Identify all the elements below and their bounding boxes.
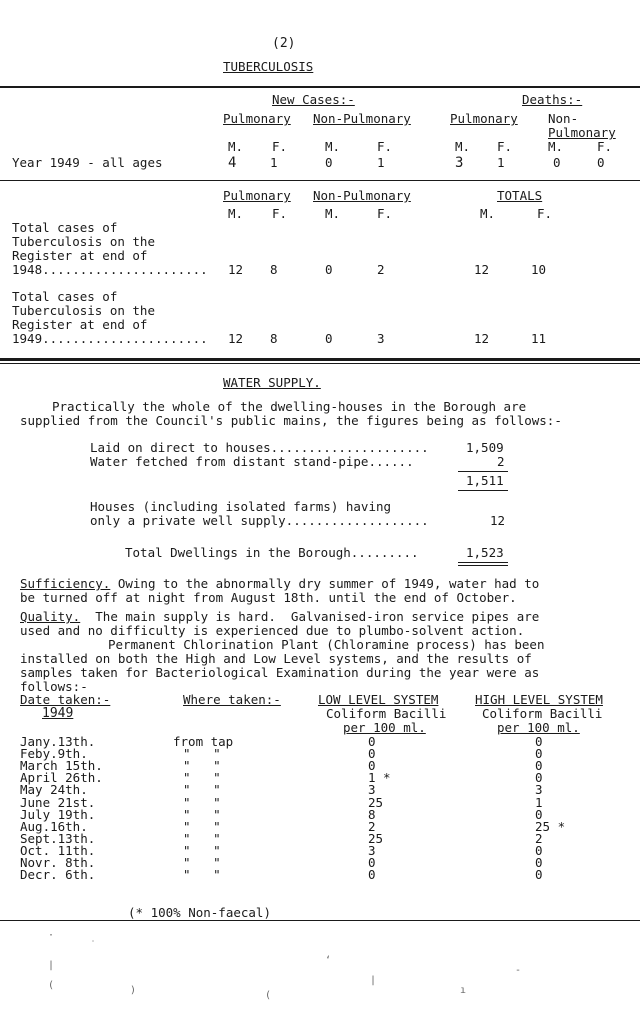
sample-date: June 21st.	[20, 795, 96, 810]
sample-where: " "	[183, 855, 221, 870]
houses-value: 12	[490, 513, 506, 528]
sample-where: " "	[183, 782, 221, 797]
sample-high-value: 1	[535, 795, 543, 810]
scan-mark: )	[130, 985, 137, 996]
subtotal-rule-bottom	[458, 490, 508, 491]
reg1948-line1: Total cases of	[12, 220, 118, 235]
nc-nf-value: 1	[377, 155, 385, 170]
reg-pf-head: F.	[272, 206, 288, 221]
sample-high-value: 0	[535, 734, 543, 749]
subtotal-value: 1,511	[466, 473, 504, 488]
year-row-label: Year 1949 - all ages	[12, 155, 163, 170]
d-pm-head: M.	[455, 139, 471, 154]
sample-high-value: 3	[535, 782, 543, 797]
reg1948-pf: 8	[270, 262, 278, 277]
sample-date: Oct. 11th.	[20, 843, 96, 858]
sample-high-value: 0	[535, 855, 543, 870]
sample-low-value: 0	[368, 855, 376, 870]
sample-where: " "	[183, 867, 221, 882]
reg1949-nm: 0	[325, 331, 333, 346]
d-pulmonary-heading: Pulmonary	[450, 111, 518, 126]
reg1949-pf: 8	[270, 331, 278, 346]
quality-line2: used and no difficulty is experienced due to plumbo-solvent action.	[20, 623, 525, 638]
reg1948-line2: Tuberculosis on the	[12, 234, 155, 249]
sample-high-value: 0	[535, 770, 543, 785]
chlorination-line3: samples taken for Bacteriological Examination during the year were as	[20, 665, 540, 680]
reg1949-nf: 3	[377, 331, 385, 346]
sample-where: " "	[183, 819, 221, 834]
chlorination-line2: installed on both the High and Low Level systems, and the results of	[20, 651, 532, 666]
scan-mark: ‘	[325, 955, 332, 966]
sample-low-value: 1 *	[368, 770, 391, 785]
scan-mark: |	[48, 960, 55, 971]
nc-pm-value: 4	[228, 155, 237, 171]
sample-low-value: 0	[368, 867, 376, 882]
sample-date: July 19th.	[20, 807, 96, 822]
high-coliform-heading: Coliform Bacilli	[482, 706, 603, 721]
nc-nm-value: 0	[325, 155, 333, 170]
houses-line2: only a private well supply...................	[90, 513, 429, 528]
sample-high-value: 2	[535, 831, 543, 846]
reg1948-nm: 0	[325, 262, 333, 277]
houses-line1: Houses (including isolated farms) having	[90, 499, 392, 514]
scan-mark: (	[48, 980, 55, 991]
section-title-water-supply: WATER SUPPLY.	[223, 375, 321, 390]
sample-low-value: 3	[368, 782, 376, 797]
nc-pf-head: F.	[272, 139, 288, 154]
reg-pm-head: M.	[228, 206, 244, 221]
d-nf-head: F.	[597, 139, 613, 154]
section-title-tuberculosis: TUBERCULOSIS	[223, 59, 314, 74]
sample-date: May 24th.	[20, 782, 88, 797]
footer-rule	[0, 920, 640, 921]
sample-high-value: 0	[535, 746, 543, 761]
total-dwellings-value: 1,523	[466, 545, 504, 560]
d-nm-head: M.	[548, 139, 564, 154]
sample-date: Aug.16th.	[20, 819, 88, 834]
chlorination-line1: Permanent Chlorination Plant (Chloramine process) has been	[108, 637, 545, 652]
sample-date: Decr. 6th.	[20, 867, 96, 882]
sample-date: Sept.13th.	[20, 831, 96, 846]
sample-date: March 15th.	[20, 758, 103, 773]
sample-date: Feby.9th.	[20, 746, 88, 761]
sample-low-value: 25	[368, 795, 384, 810]
high-per-heading: per 100 ml.	[497, 720, 580, 735]
sample-high-value: 25 *	[535, 819, 566, 834]
date-taken-heading: Date taken:-	[20, 692, 111, 707]
subtotal-rule	[458, 471, 508, 472]
scan-mark: |	[370, 975, 377, 986]
sample-low-value: 0	[368, 758, 376, 773]
nc-pm-head: M.	[228, 139, 244, 154]
d-pf-head: F.	[497, 139, 513, 154]
sample-date: Jany.13th.	[20, 734, 96, 749]
sufficiency-line2: be turned off at night from August 18th. until the end of October.	[20, 590, 517, 605]
d-pf-value: 1	[497, 155, 505, 170]
laid-on-label: Laid on direct to houses.....................	[90, 440, 429, 455]
reg-non-pulmonary-heading: Non-Pulmonary	[313, 188, 411, 203]
sample-where: " "	[183, 831, 221, 846]
reg1948-tm: 12	[474, 262, 490, 277]
deaths-heading: Deaths:-	[522, 92, 583, 107]
sample-where: " "	[183, 795, 221, 810]
sample-high-value: 0	[535, 758, 543, 773]
scan-mark: ı	[460, 985, 467, 996]
chlorination-line4: follows:-	[20, 679, 88, 694]
fetched-label: Water fetched from distant stand-pipe......	[90, 454, 414, 469]
footnote: (* 100% Non-faecal)	[128, 905, 271, 920]
high-level-heading: HIGH LEVEL SYSTEM	[475, 692, 603, 707]
sample-where: " "	[183, 746, 221, 761]
quality-text1: The main supply is hard. Galvanised-iron service pipes are	[80, 609, 540, 624]
sample-low-value: 0	[368, 746, 376, 761]
reg1948-pm: 12	[228, 262, 244, 277]
d-pulmonary2-label: Pulmonary	[548, 125, 616, 140]
sample-high-value: 0	[535, 807, 543, 822]
nc-nf-head: F.	[377, 139, 393, 154]
reg-tm-head: M.	[480, 206, 496, 221]
reg-nf-head: F.	[377, 206, 393, 221]
sample-where: " "	[183, 807, 221, 822]
total-rule-2	[458, 565, 508, 566]
scan-mark: ˙	[90, 940, 97, 951]
total-dwellings-label: Total Dwellings in the Borough.........	[125, 545, 419, 560]
d-pm-value: 3	[455, 155, 464, 171]
sample-high-value: 0	[535, 867, 543, 882]
quality-line1	[20, 610, 539, 624]
nc-non-pulmonary-heading: Non-Pulmonary	[313, 111, 411, 126]
year-1949-heading: 1949	[42, 706, 74, 721]
reg1949-line1: Total cases of	[12, 289, 118, 304]
reg-nm-head: M.	[325, 206, 341, 221]
sample-date: April 26th.	[20, 770, 103, 785]
reg-totals-heading: TOTALS	[497, 188, 543, 203]
water-intro-line1: Practically the whole of the dwelling-houses in the Borough are	[52, 399, 527, 414]
reg1949-line4: 1949......................	[12, 331, 208, 346]
new-cases-heading: New Cases:-	[272, 92, 355, 107]
sample-where: from tap	[173, 734, 234, 749]
low-coliform-heading: Coliform Bacilli	[326, 706, 447, 721]
reg1948-nf: 2	[377, 262, 385, 277]
sample-date: Novr. 8th.	[20, 855, 96, 870]
reg1948-line3: Register at end of	[12, 248, 148, 263]
reg1949-line2: Tuberculosis on the	[12, 303, 155, 318]
reg-tf-head: F.	[537, 206, 553, 221]
top-rule	[0, 86, 640, 88]
sample-where: " "	[183, 843, 221, 858]
d-nm-value: 0	[553, 155, 561, 170]
sufficiency-text1: Owing to the abnormally dry summer of 1949, water had to	[110, 576, 540, 591]
scan-mark: (	[265, 990, 272, 1001]
total-rule-1	[458, 562, 508, 563]
reg1948-tf: 10	[531, 262, 547, 277]
low-level-heading: LOW LEVEL SYSTEM	[318, 692, 439, 707]
sample-low-value: 0	[368, 734, 376, 749]
reg1948-line4: 1948......................	[12, 262, 208, 277]
reg1949-tm: 12	[474, 331, 490, 346]
sufficiency-line1	[20, 577, 539, 591]
sample-high-value: 0	[535, 843, 543, 858]
sample-low-value: 3	[368, 843, 376, 858]
laid-on-value: 1,509	[466, 440, 504, 455]
mid-rule	[0, 180, 640, 181]
water-intro-line2: supplied from the Council's public mains, the figures being as follows:-	[20, 413, 562, 428]
quality-heading: Quality.	[20, 609, 81, 624]
nc-pf-value: 1	[270, 155, 278, 170]
sample-low-value: 25	[368, 831, 384, 846]
sufficiency-heading: Sufficiency.	[20, 576, 111, 591]
reg1949-pm: 12	[228, 331, 244, 346]
scan-mark: -	[515, 965, 522, 976]
page-number: (2)	[272, 36, 296, 51]
sample-low-value: 8	[368, 807, 376, 822]
nc-pulmonary-heading: Pulmonary	[223, 111, 291, 126]
where-taken-heading: Where taken:-	[183, 692, 281, 707]
reg-pulmonary-heading: Pulmonary	[223, 188, 291, 203]
reg1949-tf: 11	[531, 331, 547, 346]
section-divider-thin	[0, 363, 640, 364]
sample-where: " "	[183, 770, 221, 785]
reg1949-line3: Register at end of	[12, 317, 148, 332]
sample-low-value: 2	[368, 819, 376, 834]
d-nf-value: 0	[597, 155, 605, 170]
section-divider-thick	[0, 358, 640, 361]
sample-where: " "	[183, 758, 221, 773]
nc-nm-head: M.	[325, 139, 341, 154]
scan-mark: ·	[48, 930, 55, 941]
d-non-label: Non-	[548, 111, 579, 126]
low-per-heading: per 100 ml.	[343, 720, 426, 735]
fetched-value: 2	[497, 454, 505, 469]
